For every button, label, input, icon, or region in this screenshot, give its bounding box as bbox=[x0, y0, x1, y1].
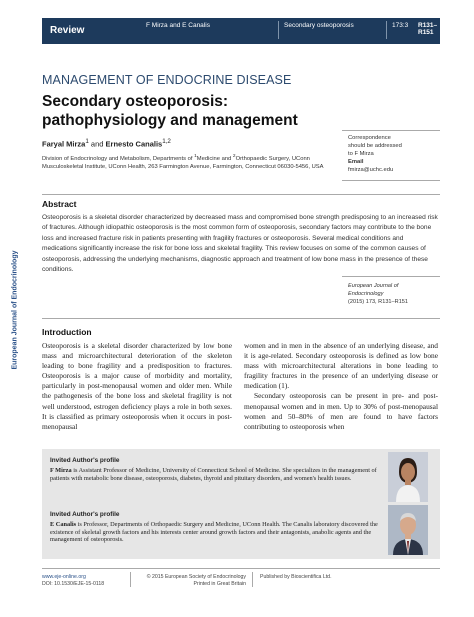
author-profile-2: Invited Author's profile E Canalis is Professor, Departments of Orthopaedic Surgery and Medicine, UConn Health. The Canalis laboratory discovered the existence of skeletal growth factors and his interests center around growth factors and their antagonists, anabolic agents and the management of osteoporosis. bbox=[50, 511, 378, 544]
author-line: Faryal Mirza$^1$ and Ernesto Canalis$^{1,2}$ bbox=[42, 138, 171, 149]
header-divider bbox=[386, 21, 387, 39]
author-1: Faryal Mirza bbox=[42, 139, 86, 149]
journal-url-link[interactable]: www.eje-online.org bbox=[42, 574, 86, 580]
citation-box: European Journal of Endocrinology (2015) 173, R131–R151 bbox=[342, 276, 440, 306]
footer-right: Published by Bioscientifica Ltd. bbox=[260, 574, 332, 580]
abstract-heading: Abstract bbox=[42, 199, 77, 209]
author-profiles-box bbox=[42, 449, 440, 559]
divider bbox=[42, 194, 440, 195]
article-title: Secondary osteoporosis: pathophysiology and management bbox=[42, 93, 298, 129]
header-divider bbox=[278, 21, 279, 39]
footer-left bbox=[42, 574, 104, 588]
footer-middle: © 2015 European Society of Endocrinology Printed in Great Britain bbox=[146, 574, 246, 587]
divider bbox=[42, 318, 440, 319]
correspondence-box: Correspondence should be addressed to F Mirza Email fmirza@uchc.edu bbox=[342, 130, 440, 181]
side-journal-name: European Journal of Endocrinology bbox=[11, 250, 19, 370]
section-tag: Review bbox=[50, 25, 85, 36]
introduction-heading: Introduction bbox=[42, 327, 92, 337]
header-authors: F Mirza and E Canalis bbox=[146, 22, 210, 29]
author-photo-mirza bbox=[388, 452, 428, 502]
doi: DOI: 10.1530/EJE-15-0118 bbox=[42, 581, 105, 587]
author-profile-1: Invited Author's profile F Mirza is Assistant Professor of Medicine, University of Connecticut School of Medicine. She specializes in the management of patients with metabolic bone disease, osteoporosis, diabetes, thyroid and pituitary disorders, and women's health issues. bbox=[50, 457, 377, 482]
header-topic: Secondary osteoporosis bbox=[284, 22, 354, 29]
page-header bbox=[42, 18, 440, 44]
email-link[interactable]: fmirza@uchc.edu bbox=[348, 167, 394, 173]
footer-divider bbox=[130, 572, 131, 587]
intro-column-2: women and in men in the absence of an underlying disease, and it is age-related. Secondary osteoporosis is defined as low bone mass with microarchitectural alterations in bone leading to fragility fractures in the presence of an underlying disease or medication (1). Secondary osteoporosis can be present in pre- and post-menopausal women and in men. Up to 30% of post-menopausal women and 50–80% of men are found to have factors contributing to osteoporosis when bbox=[244, 341, 438, 431]
author-photo-canalis bbox=[388, 505, 428, 555]
divider bbox=[42, 568, 440, 569]
intro-column-1: Osteoporosis is a skeletal disorder characterized by low bone mass and microarchitectural deterioration of the skeleton leading to bone fragility and a predisposition to fractures. Osteoporosis is a major cause of morbidity and mortality, particularly in post-menopausal women and older men. While the pathogenesis of the bone loss and skeletal fragility is not well understood, estrogen deficiency plays a role in both sexes. It is classified as primary osteoporosis when it occurs in post-menopausal bbox=[42, 341, 232, 431]
affiliation: Division of Endocrinology and Metabolism, Departments of $^1$Medicine and $^2$Orthopaedic Surgery, UConn Musculoskeletal Institute, UConn Health, 263 Farmington Avenue, Farmington, Connecticut 06030-5456, USA bbox=[42, 154, 324, 171]
header-pages: R131–R151 bbox=[418, 22, 438, 36]
footer-divider bbox=[252, 572, 253, 587]
author-2: Ernesto Canalis bbox=[105, 139, 163, 149]
section-label: MANAGEMENT OF ENDOCRINE DISEASE bbox=[42, 73, 292, 87]
header-volume: 173:3 bbox=[392, 22, 409, 29]
abstract-text: Osteoporosis is a skeletal disorder characterized by decreased mass and compromised bone strength predisposing to an increased risk of fractures. Although idiopathic osteoporosis is the most common form of osteoporosis, secondary factors may contribute to the bone loss and increased fracture risk in patients presenting with fragility fractures or osteoporosis. Several medical conditions and medications significantly increase the risk for bone loss and skeletal fragility. This review focuses on some of the common causes of osteoporosis, addressing the underlying mechanisms, diagnostic approach and treatment of low bone mass in the presence of these conditions. bbox=[42, 214, 438, 274]
